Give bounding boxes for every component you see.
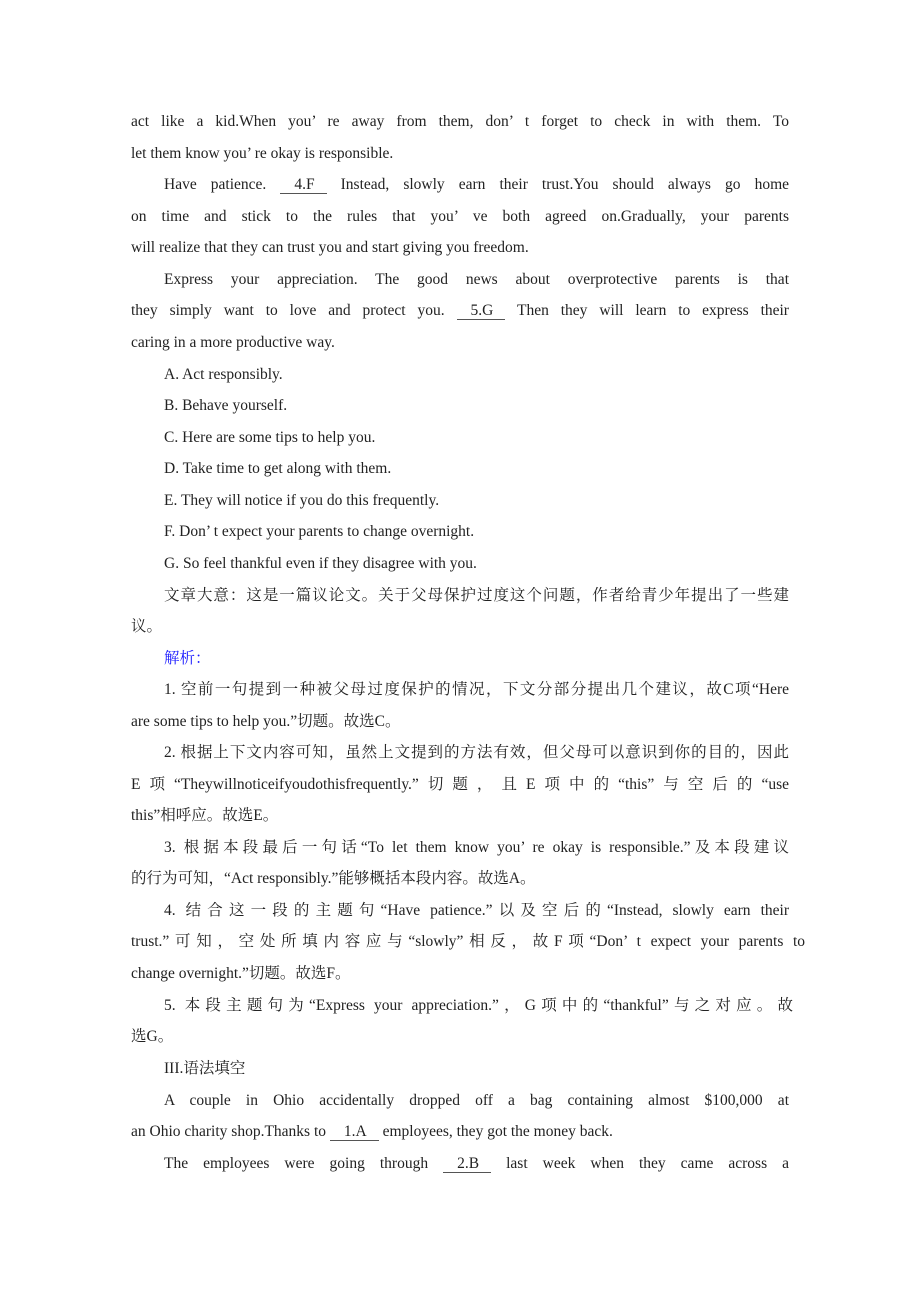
text: Instead, slowly earn their trust.You should always go home xyxy=(340,176,790,193)
analysis-line: 1. 空前一句提到一种被父母过度保护的情况，下文分部分提出几个建议，故C项“Here xyxy=(164,681,789,698)
answer-blank: 4.F xyxy=(280,176,326,194)
text: they simply want to love and protect you. xyxy=(131,302,445,319)
text: employees, they got the money back. xyxy=(382,1123,613,1140)
analysis-line: 3. 根据本段最后一句话“To let them know you’ re okay is responsible.”及本段建议 xyxy=(164,839,789,856)
passage-line xyxy=(164,175,789,195)
option-a: A. Act responsibly. xyxy=(164,366,283,383)
section-heading: III.语法填空 xyxy=(164,1060,246,1077)
option-g: G. So feel thankful even if they disagree with you. xyxy=(164,555,477,572)
option-c: C. Here are some tips to help you. xyxy=(164,429,376,446)
text: last week when they came across a xyxy=(506,1155,790,1172)
option-f: F. Don’ t expect your parents to change overnight. xyxy=(164,523,475,540)
passage-line: on time and stick to the rules that you’ ve both agreed on.Gradually, your parents xyxy=(131,208,789,225)
analysis-line: 4. 结合这一段的主题句“Have patience.”以及空后的“Instead, slowly earn their xyxy=(164,902,789,919)
passage-line: caring in a more productive way. xyxy=(131,334,335,351)
passage-line: act like a kid.When you’ re away from them, don’ t forget to check in with them. To xyxy=(131,113,789,130)
passage-line: let them know you’ re okay is responsible. xyxy=(131,145,394,162)
passage-line xyxy=(131,301,789,321)
analysis-line: 选G。 xyxy=(131,1028,174,1045)
analysis-line: E项“Theywillnoticeifyoudothisfrequently.”切题，且E项中的“this”与空后的“use xyxy=(131,776,789,793)
passage-line xyxy=(164,1154,789,1174)
summary-line: 文章大意：这是一篇议论文。关于父母保护过度这个问题，作者给青少年提出了一些建 xyxy=(164,587,789,604)
text: Then they will learn to express their xyxy=(516,302,789,319)
text: an Ohio charity shop.Thanks to xyxy=(131,1123,327,1140)
analysis-line: trust.”可知，空处所填内容应与“slowly”相反，故F项“Don’ t expect your parents to xyxy=(131,933,805,950)
passage-line: will realize that they can trust you and start giving you freedom. xyxy=(131,239,529,256)
analysis-line: 5. 本段主题句为“Express your appreciation.”，G项中的“thankful”与之对应。故 xyxy=(164,997,793,1014)
answer-blank: 1.A xyxy=(330,1123,379,1141)
text: The employees were going through xyxy=(164,1155,429,1172)
analysis-line: 2. 根据上下文内容可知，虽然上文提到的方法有效，但父母可以意识到你的目的，因此 xyxy=(164,744,789,761)
option-d: D. Take time to get along with them. xyxy=(164,460,392,477)
analysis-line: this”相呼应。故选E。 xyxy=(131,807,279,824)
passage-line xyxy=(131,1122,789,1142)
passage-line: A couple in Ohio accidentally dropped off a bag containing almost $100,000 at xyxy=(164,1092,789,1109)
option-b: B. Behave yourself. xyxy=(164,397,288,414)
passage-line: Express your appreciation. The good news about overprotective parents is that xyxy=(164,271,789,288)
answer-blank: 5.G xyxy=(457,302,506,320)
answer-blank: 2.B xyxy=(443,1155,491,1173)
summary-line: 议。 xyxy=(131,618,163,635)
analysis-line: 的行为可知，“Act responsibly.”能够概括本段内容。故选A。 xyxy=(131,870,536,887)
analysis-heading: 解析： xyxy=(164,650,211,667)
option-e: E. They will notice if you do this frequently. xyxy=(164,492,440,509)
analysis-line: change overnight.”切题。故选F。 xyxy=(131,965,351,982)
text: Have patience. xyxy=(164,176,267,193)
analysis-line: are some tips to help you.”切题。故选C。 xyxy=(131,713,401,730)
